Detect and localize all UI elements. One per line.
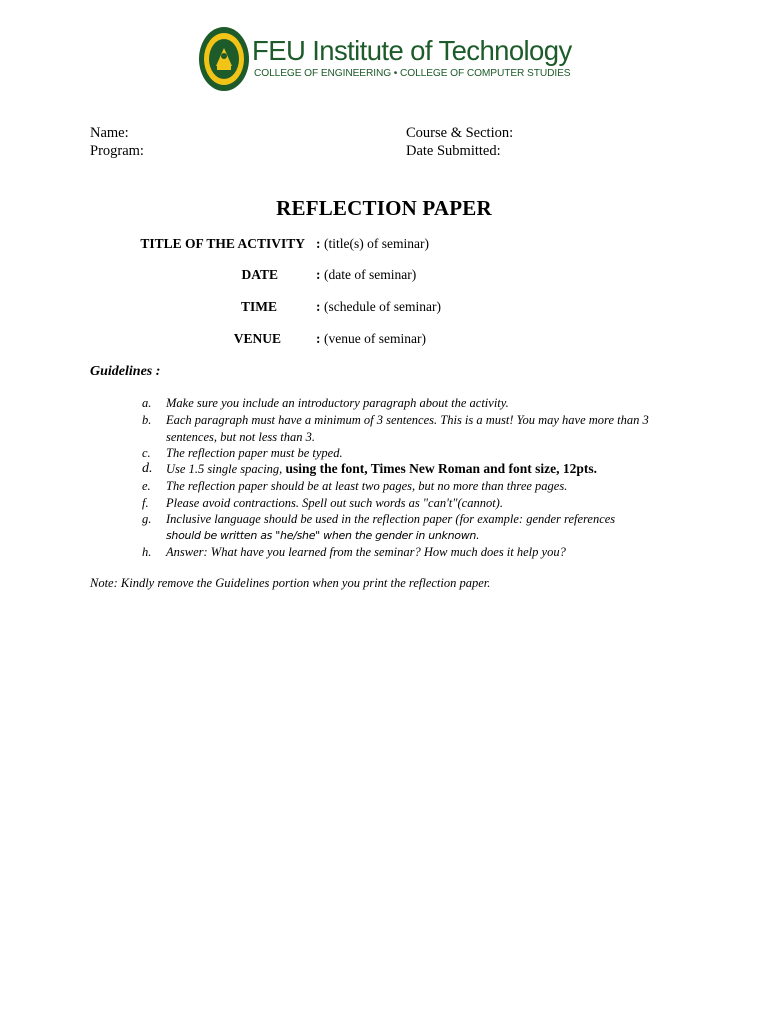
list-letter: d. [142, 461, 153, 476]
list-text: The reflection paper must be typed. [166, 446, 343, 460]
list-emphasis: using the font, Times New Roman and font size, 12pts. [285, 461, 597, 476]
activity-title-colon: : [316, 236, 321, 251]
print-note: Note: Kindly remove the Guidelines portion when you print the reflection paper. [90, 576, 491, 590]
list-letter: f. [142, 496, 149, 510]
list-text-continued: should be written as "he/she" when the gender in unknown. [166, 528, 480, 542]
institution-name: FEU Institute of Technology [252, 35, 572, 66]
guidelines-heading: Guidelines : [90, 364, 161, 379]
activity-venue-colon: : [316, 331, 321, 346]
activity-date-colon: : [316, 267, 321, 282]
list-text: Make sure you include an introductory paragraph about the activity. [166, 396, 509, 410]
letterhead [198, 26, 578, 94]
activity-venue-label: VENUE [233, 331, 281, 346]
program-field-label: Program: [90, 143, 144, 159]
list-letter: g. [142, 512, 152, 526]
activity-date-value: (date of seminar) [324, 267, 417, 282]
date-submitted-field-label: Date Submitted: [406, 143, 501, 159]
activity-venue-value: (venue of seminar) [324, 331, 426, 346]
activity-time-colon: : [316, 299, 321, 314]
list-text: Inclusive language should be used in the reflection paper (for example: gender references [166, 512, 616, 526]
list-item [142, 511, 682, 545]
list-item [142, 412, 682, 446]
list-letter: e. [142, 479, 151, 493]
list-letter: b. [142, 413, 152, 427]
activity-date-label: DATE [241, 267, 278, 282]
activity-title-value: (title(s) of seminar) [324, 236, 429, 251]
page-title: REFLECTION PAPER [276, 196, 492, 220]
activity-time-value: (schedule of seminar) [324, 299, 441, 314]
course-section-field-label: Course & Section: [406, 125, 514, 141]
colleges-line: COLLEGE OF ENGINEERING • COLLEGE OF COMPUTER STUDIES [254, 68, 571, 79]
list-letter: a. [142, 396, 152, 410]
feu-seal-logo [198, 26, 250, 92]
name-field-label: Name: [90, 125, 129, 141]
list-text: Use 1.5 single spacing, [166, 462, 286, 476]
activity-time-label: TIME [240, 299, 277, 314]
list-text: Please avoid contractions. Spell out such words as "can't"(cannot). [166, 496, 503, 510]
list-letter: c. [142, 446, 151, 460]
list-letter: h. [142, 545, 152, 559]
list-text: Each paragraph must have a minimum of 3 sentences. This is a must! You may have more than 3 sentences, but not less than 3. [166, 413, 649, 444]
list-text: The reflection paper should be at least two pages, but no more than three pages. [166, 479, 568, 493]
list-text: Answer: What have you learned from the seminar? How much does it help you? [166, 545, 566, 559]
activity-title-label: TITLE OF THE ACTIVITY [140, 236, 305, 251]
